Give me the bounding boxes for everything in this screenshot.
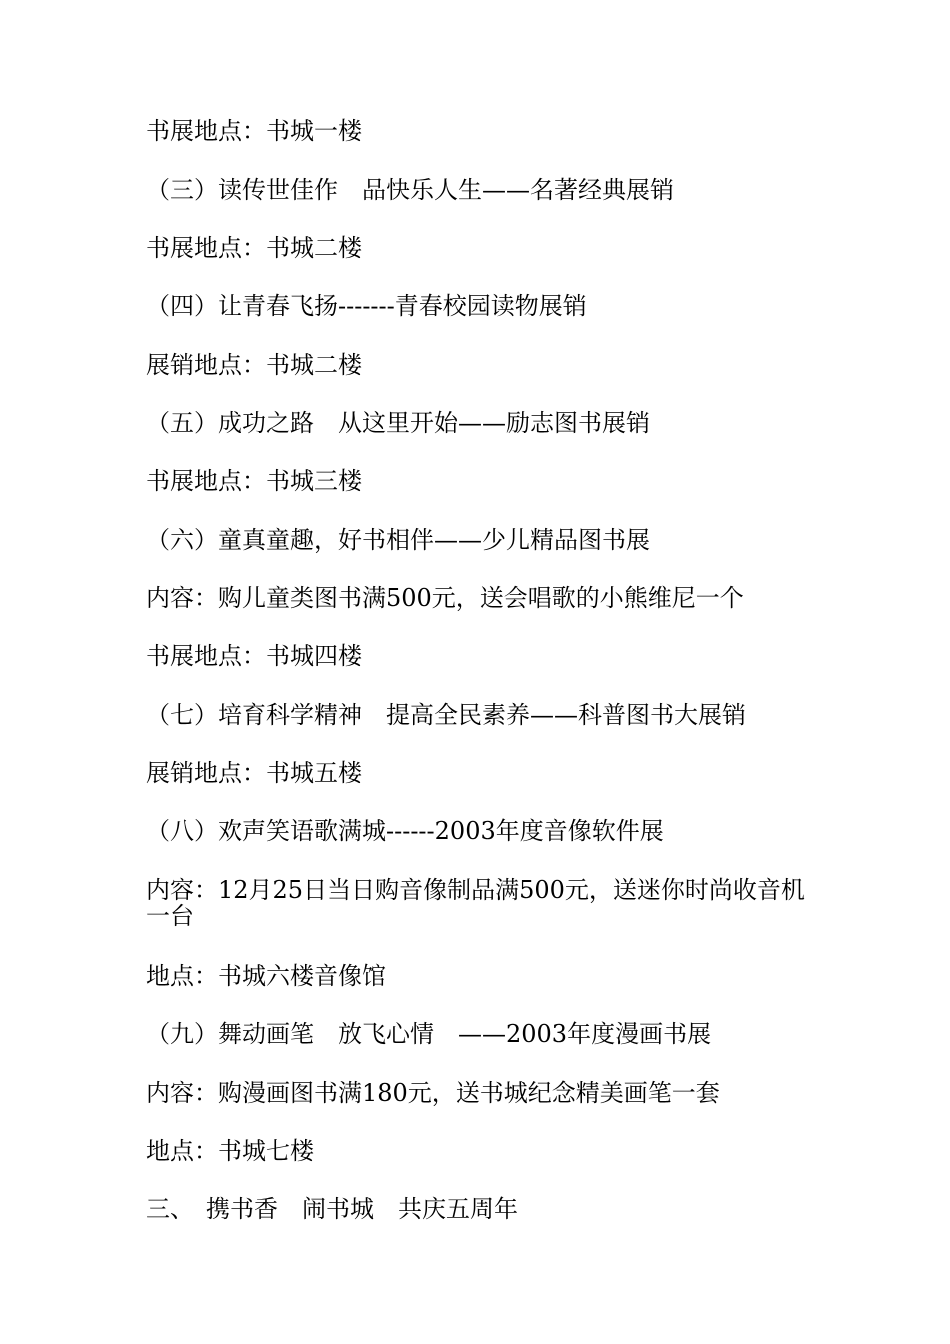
venue-line-1f: 书展地点：书城一楼 <box>146 117 362 145</box>
venue-line-5f: 展销地点：书城五楼 <box>146 759 362 787</box>
venue-line-2f-a: 书展地点：书城二楼 <box>146 234 362 262</box>
section-8-heading: （八）欢声笑语歌满城------2003年度音像软件展 <box>146 817 664 845</box>
section-3-heading: （三）读传世佳作 品快乐人生——名著经典展销 <box>146 176 674 204</box>
content-line-children: 内容：购儿童类图书满500元，送会唱歌的小熊维尼一个 <box>146 584 744 612</box>
venue-line-7f: 地点：书城七楼 <box>146 1137 314 1165</box>
section-4-heading: （四）让青春飞扬-------青春校园读物展销 <box>146 292 587 320</box>
content-line-audio: 内容：12月25日当日购音像制品满500元，送迷你时尚收音机一台 <box>146 876 805 930</box>
section-6-heading: （六）童真童趣，好书相伴——少儿精品图书展 <box>146 526 650 554</box>
content-line-comics: 内容：购漫画图书满180元，送书城纪念精美画笔一套 <box>146 1079 720 1107</box>
venue-line-4f: 书展地点：书城四楼 <box>146 642 362 670</box>
section-9-heading: （九）舞动画笔 放飞心情 ——2003年度漫画书展 <box>146 1020 712 1048</box>
part-3-heading: 三、 携书香 闹书城 共庆五周年 <box>146 1195 518 1223</box>
venue-line-3f: 书展地点：书城三楼 <box>146 467 362 495</box>
section-7-heading: （七）培育科学精神 提高全民素养——科普图书大展销 <box>146 701 746 729</box>
section-5-heading: （五）成功之路 从这里开始——励志图书展销 <box>146 409 650 437</box>
venue-line-2f-b: 展销地点：书城二楼 <box>146 351 362 379</box>
venue-line-6f: 地点：书城六楼音像馆 <box>146 962 386 990</box>
